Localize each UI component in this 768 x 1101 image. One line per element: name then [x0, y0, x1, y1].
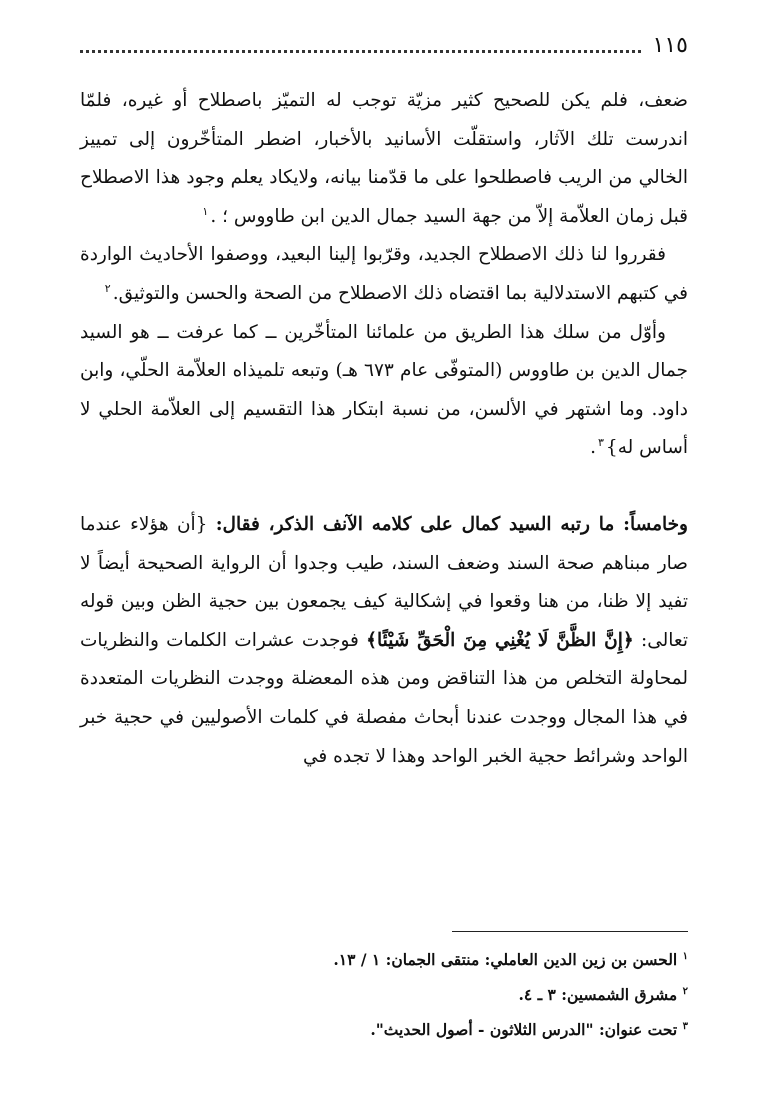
page-number: ١١٥: [652, 32, 688, 58]
paragraph-1: [80, 82, 688, 236]
fifth-text-after: فوجدت عشرات الكلمات والنظريات لمحاولة التخلص من هذا التناقض ومن هذه المعضلة ووجدت النظريات المتعددة في هذا المجال ووجدت عندنا أبحاث مفصلة في كلمات الأصوليين في حجية خبر الواحد وشرائط حجية الخبر الواحد وهذا لا تجده في: [80, 629, 688, 767]
footnote-2: [80, 977, 688, 1012]
header-dotted-leader: [80, 38, 641, 53]
fifth-text-before: {أن هؤلاء عندما صار مبناهم صحة السند وضعف السند، طيب وجدوا أن الرواية الصحيحة أيضاً لا تفيد إلا ظنا، من هنا وقعوا في إشكالية كيف يجمعون بين حجية الظن وبين قوله تعالى:: [80, 513, 688, 651]
footnote-1: [80, 942, 688, 977]
quran-verse: إِنَّ الظَّنَّ لَا يُغْنِي مِنَ الْحَقِّ شَيْئًا: [376, 629, 623, 651]
footnote-3: [80, 1012, 688, 1047]
main-text: [80, 82, 688, 776]
footnote-ref-3: ٣: [598, 436, 604, 450]
paragraph-3: [80, 314, 688, 468]
footnote-separator: [452, 931, 688, 932]
quran-close-bracket: ﴾: [366, 629, 377, 651]
footnote-1-text: الحسن بن زين الدين العاملي: منتقى الجمان: ١ / ١٣.: [333, 950, 683, 969]
paragraph-1-text: ضعف، فلم يكن للصحيح كثير مزيّة توجب له التميّز باصطلاح أو غيره، فلمّا اندرست تلك الآثار، واستقلّت الأسانيد بالأخبار، اضطر المتأخّرون إلى تمييز الخالي من الريب فاصطلحوا على ما قدّمنا بيانه، ولايكاد يعلم وجود هذا الاصطلاح قبل زمان العلاّمة إلاّ من جهة السيد جمال الدين ابن طاووس ؛ .: [80, 90, 688, 227]
footnote-ref-2: ٢: [104, 281, 111, 295]
paragraph-2-text: فقرروا لنا ذلك الاصطلاح الجديد، وقرّبوا إلينا البعيد، ووصفوا الأحاديث الواردة في كتبهم الاستدلالية بما اقتضاه ذلك الاصطلاح من الصحة والحسن والتوثيق.: [80, 244, 688, 304]
page-header: [80, 28, 688, 62]
quran-open-bracket: ﴿: [622, 629, 634, 651]
fifth-heading: وخامساً: ما رتبه السيد كمال على كلامه الآنف الذكر، فقال:: [215, 513, 688, 535]
footnote-3-text: تحت عنوان: "الدرس الثلاثون - أصول الحديث".: [370, 1020, 683, 1039]
paragraph-2: [80, 236, 688, 313]
footnote-3-number: ٣: [682, 1020, 688, 1032]
paragraph-3-end: .: [590, 437, 596, 459]
footnote-2-text: مشرق الشمسين: ٣ ـ ٤.: [518, 985, 683, 1004]
footnotes: [80, 942, 688, 1047]
footnote-1-number: ١: [682, 950, 688, 962]
footnote-2-number: ٢: [682, 985, 688, 997]
footnote-ref-1: ١: [202, 204, 209, 218]
paragraph-fifth: [80, 506, 688, 776]
paragraph-3-text: وأوّل من سلك هذا الطريق من علمائنا المتأخّرين ــ كما عرفت ــ هو السيد جمال الدين بن طاووس (المتوفّى عام ٦٧٣ هـ) وتبعه تلميذاه العلاّمة الحلّي، وابن داود. وما اشتهر في الألسن، من نسبة ابتكار هذا التقسيم إلى العلاّمة الحلي لا أساس له}: [80, 321, 688, 459]
